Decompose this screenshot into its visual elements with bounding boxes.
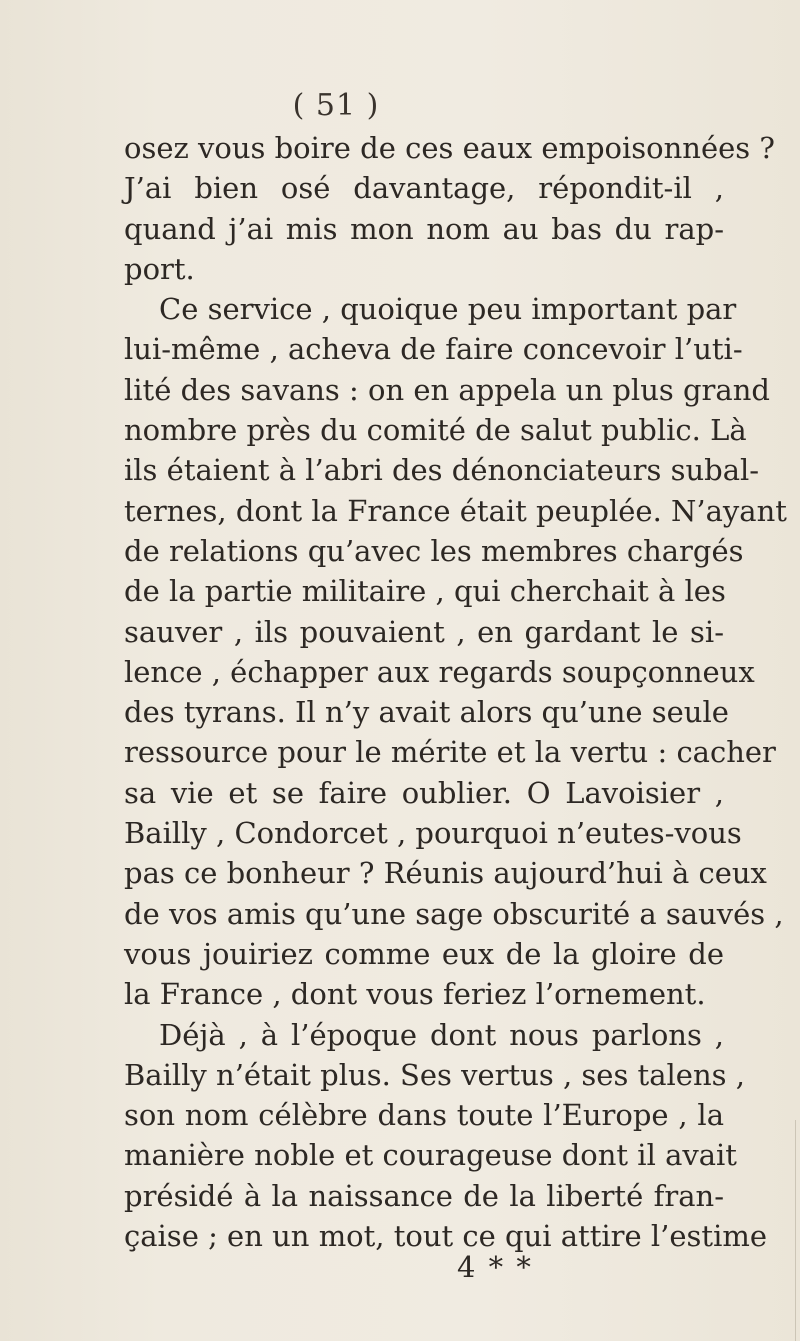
text-line: Bailly n’était plus. Ses vertus , ses talens , <box>124 1057 745 1092</box>
text-line: Bailly , Condorcet , pourquoi n’eutes-vous <box>124 816 742 851</box>
text-line: çaise ; en un mot, tout ce qui attire l’estime <box>124 1219 767 1254</box>
text-line: ils étaient à l’abri des dénonciateurs subal- <box>124 453 760 488</box>
text-line: J’ai bien osé davantage, répondit-il , <box>124 171 724 206</box>
signature-mark: 4 * * <box>457 1250 533 1285</box>
text-line: la France , dont vous feriez l’ornement. <box>124 977 706 1012</box>
text-line: sa vie et se faire oublier. O Lavoisier , <box>124 775 724 810</box>
text-line: de vos amis qu’une sage obscurité a sauvés , <box>124 896 784 931</box>
text-line: pas ce bonheur ? Réunis aujourd’hui à ceux <box>124 856 767 891</box>
page-number: ( 51 ) <box>292 88 380 123</box>
text-line: lence , échapper aux regards soupçonneux <box>124 654 755 689</box>
text-line: Déjà , à l’époque dont nous parlons , <box>159 1017 724 1052</box>
text-line: lité des savans : on en appela un plus grand <box>124 372 770 407</box>
text-line: Ce service , quoique peu important par <box>159 292 737 327</box>
page-edge-line <box>795 1120 796 1341</box>
body-text <box>124 128 787 1256</box>
text-line: son nom célèbre dans toute l’Europe , la <box>124 1098 724 1133</box>
text-line: quand j’ai mis mon nom au bas du rap- <box>124 211 724 246</box>
text-line: lui-même , acheva de faire concevoir l’uti- <box>124 332 743 367</box>
text-line: présidé à la naissance de la liberté fran- <box>124 1178 724 1213</box>
text-line: sauver , ils pouvaient , en gardant le si- <box>124 614 724 649</box>
text-line: vous jouiriez comme eux de la gloire de <box>124 936 724 971</box>
text-line: des tyrans. Il n’y avait alors qu’une seule <box>124 695 729 730</box>
text-line: nombre près du comité de salut public. Là <box>124 413 747 448</box>
text-line: port. <box>124 251 195 286</box>
text-line: ressource pour le mérite et la vertu : cacher <box>124 735 776 770</box>
text-line: ternes, dont la France était peuplée. N’ayant <box>124 493 787 528</box>
text-line: de la partie militaire , qui cherchait à les <box>124 574 726 609</box>
text-line: osez vous boire de ces eaux empoisonnées ? <box>124 131 775 165</box>
text-line: manière noble et courageuse dont il avait <box>124 1138 737 1173</box>
text-line: de relations qu’avec les membres chargés <box>124 533 744 568</box>
